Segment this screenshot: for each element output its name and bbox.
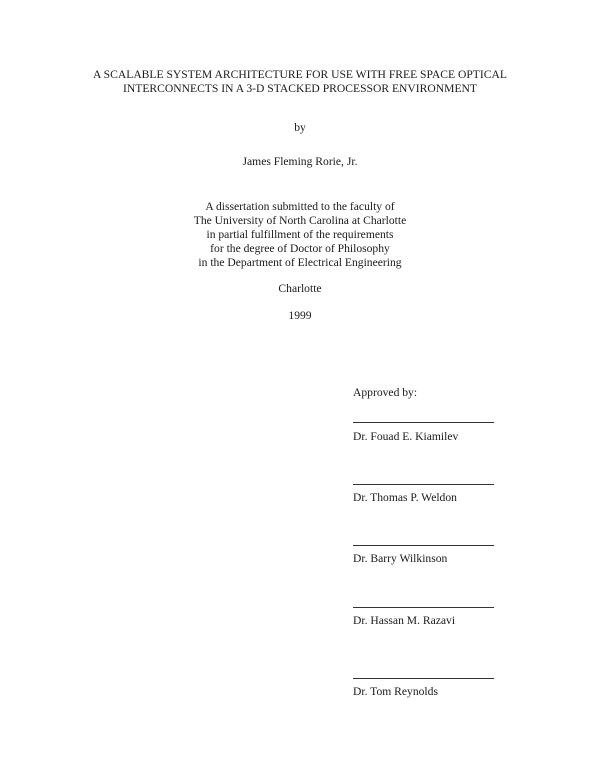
signatory-name: Dr. Fouad E. Kiamilev xyxy=(353,430,459,443)
signature-line xyxy=(353,484,494,485)
submission-line-3: in partial fulfillment of the requirements xyxy=(206,228,394,241)
submission-line-5: in the Department of Electrical Engineering xyxy=(198,256,402,269)
signature-line xyxy=(353,545,494,546)
signature-line xyxy=(353,678,494,679)
submission-line-1: A dissertation submitted to the faculty of xyxy=(205,200,395,213)
place: Charlotte xyxy=(278,282,322,295)
submission-line-2: The University of North Carolina at Charlotte xyxy=(193,214,407,227)
signatory-name: Dr. Thomas P. Weldon xyxy=(353,491,457,504)
year: 1999 xyxy=(288,309,312,322)
signatory-name: Dr. Hassan M. Razavi xyxy=(353,614,456,627)
submission-statement xyxy=(100,200,500,270)
dissertation-title xyxy=(60,68,540,96)
submission-line-4: for the degree of Doctor of Philosophy xyxy=(210,242,390,255)
signatory-name: Dr. Barry Wilkinson xyxy=(353,552,448,565)
author-name: James Fleming Rorie, Jr. xyxy=(242,155,358,168)
by-label: by xyxy=(294,121,306,134)
signature-line xyxy=(353,422,494,423)
signature-line xyxy=(353,607,494,608)
title-line-1: A SCALABLE SYSTEM ARCHITECTURE FOR USE WITH FREE SPACE OPTICAL xyxy=(93,68,507,81)
title-line-2: INTERCONNECTS IN A 3-D STACKED PROCESSOR ENVIRONMENT xyxy=(123,82,477,95)
approved-by-label: Approved by: xyxy=(353,386,418,399)
signatory-name: Dr. Tom Reynolds xyxy=(353,685,438,698)
